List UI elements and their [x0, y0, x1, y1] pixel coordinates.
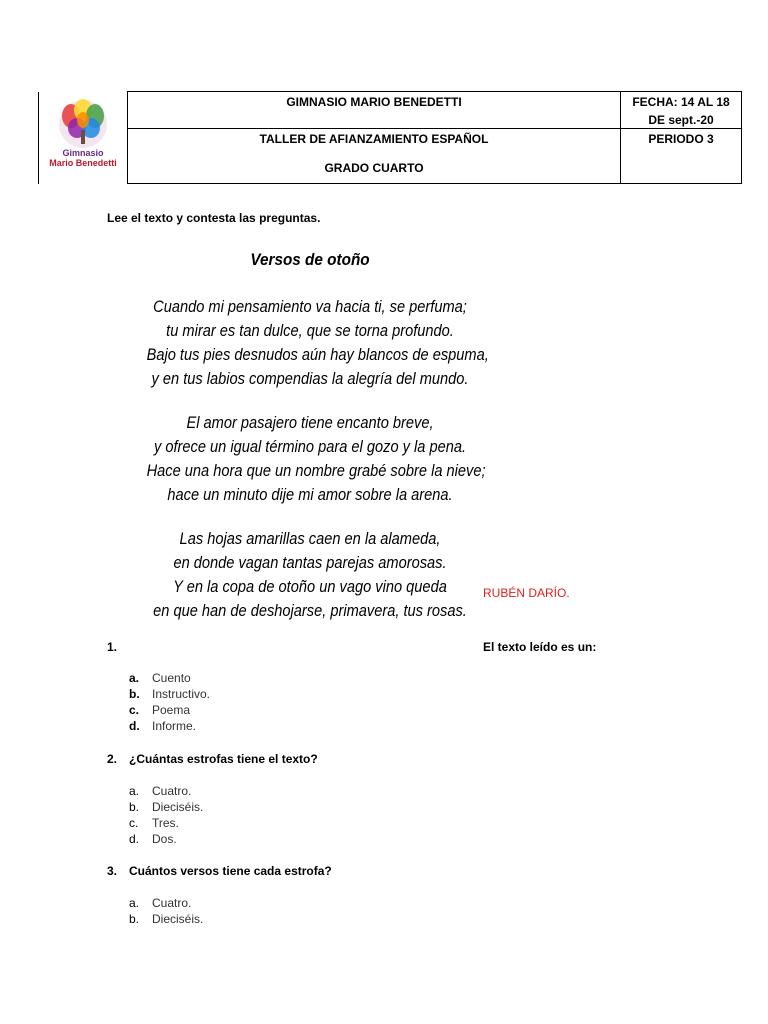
option-letter: b. [129, 800, 140, 814]
option-item [129, 783, 203, 799]
option-letter: a. [129, 784, 140, 798]
question-1-text: El texto leído es un: [483, 640, 597, 654]
option-item [129, 895, 203, 911]
poem-verse: y ofrece un igual término para el gozo y la pena. [153, 437, 467, 456]
date-line-1: FECHA: 14 AL 18 [632, 95, 730, 109]
poem-verse: hace un minuto dije mi amor sobre la arena. [167, 485, 453, 504]
option-text: Dieciséis. [152, 912, 204, 926]
question-3-number: 3. [107, 864, 118, 878]
option-text: Poema [152, 703, 191, 717]
period-cell [621, 129, 742, 184]
poem-verse: El amor pasajero tiene encanto breve, [186, 413, 434, 432]
option-letter: a. [129, 671, 140, 685]
option-item [129, 670, 210, 686]
school-name-cell [128, 92, 621, 129]
question-2-text: ¿Cuántas estrofas tiene el texto? [129, 752, 318, 766]
logo-text-name: Mario Benedetti [49, 157, 117, 168]
option-item [129, 831, 203, 847]
option-text: Instructivo. [152, 687, 211, 701]
header-table [38, 91, 742, 184]
option-item [129, 686, 210, 702]
poem-author: RUBÉN DARÍO. [483, 586, 570, 600]
school-name: GIMNASIO MARIO BENEDETTI [286, 95, 462, 109]
poem-stanza-3 [147, 527, 474, 623]
poem-verse: Las hojas amarillas caen en la alameda, [179, 529, 441, 548]
option-text: Dos. [152, 832, 177, 846]
option-letter: a. [129, 896, 140, 910]
logo-text-gimnasio: Gimnasio [62, 147, 104, 158]
poem-verse: en que han de deshojarse, primavera, tus rosas. [153, 601, 467, 620]
question-1-options [129, 670, 210, 734]
option-text: Cuento [152, 671, 191, 685]
poem-verse: Bajo tus pies desnudos aún hay blancos de espuma, [146, 345, 489, 364]
question-2-options [129, 783, 203, 847]
logo-cell [39, 92, 128, 184]
option-text: Tres. [152, 816, 179, 830]
poem-verse: Y en la copa de otoño un vago vino queda [173, 577, 447, 596]
question-2-number: 2. [107, 752, 118, 766]
poem-stanza-1 [146, 295, 489, 391]
date-cell [621, 92, 742, 129]
question-3-options [129, 895, 203, 927]
option-text: Cuatro. [152, 784, 192, 798]
option-letter: b. [129, 912, 140, 926]
poem-verse: Cuando mi pensamiento va hacia ti, se perfuma; [153, 297, 467, 316]
question-3-text: Cuántos versos tiene cada estrofa? [129, 864, 332, 878]
period-label: PERIODO 3 [648, 132, 714, 146]
grade-label: GRADO CUARTO [324, 161, 424, 175]
question-1-number: 1. [107, 640, 118, 654]
workshop-title: TALLER DE AFIANZAMIENTO ESPAÑOL [259, 132, 489, 146]
instruction-text: Lee el texto y contesta las preguntas. [107, 211, 321, 225]
option-item [129, 911, 203, 927]
option-item [129, 815, 203, 831]
option-letter: d. [129, 832, 140, 846]
option-text: Informe. [152, 719, 197, 733]
poem-title: Versos de otoño [250, 250, 370, 269]
option-letter: b. [129, 687, 140, 701]
option-letter: c. [129, 703, 140, 717]
option-text: Dieciséis. [152, 800, 204, 814]
poem-verse: y en tus labios compendias la alegría del mundo. [151, 369, 469, 388]
poem-verse: tu mirar es tan dulce, que se torna profundo. [166, 321, 454, 340]
option-item [129, 702, 210, 718]
option-letter: d. [129, 719, 140, 733]
option-letter: c. [129, 816, 139, 830]
option-item [129, 718, 210, 734]
option-text: Cuatro. [152, 896, 192, 910]
poem-verse: en donde vagan tantas parejas amorosas. [173, 553, 447, 572]
option-item [129, 799, 203, 815]
date-line-2: DE sept.-20 [648, 113, 714, 127]
workshop-cell [128, 129, 621, 184]
poem-verse: Hace una hora que un nombre grabé sobre la nieve; [146, 461, 486, 480]
school-logo [41, 94, 125, 178]
poem-stanza-2 [146, 411, 486, 507]
